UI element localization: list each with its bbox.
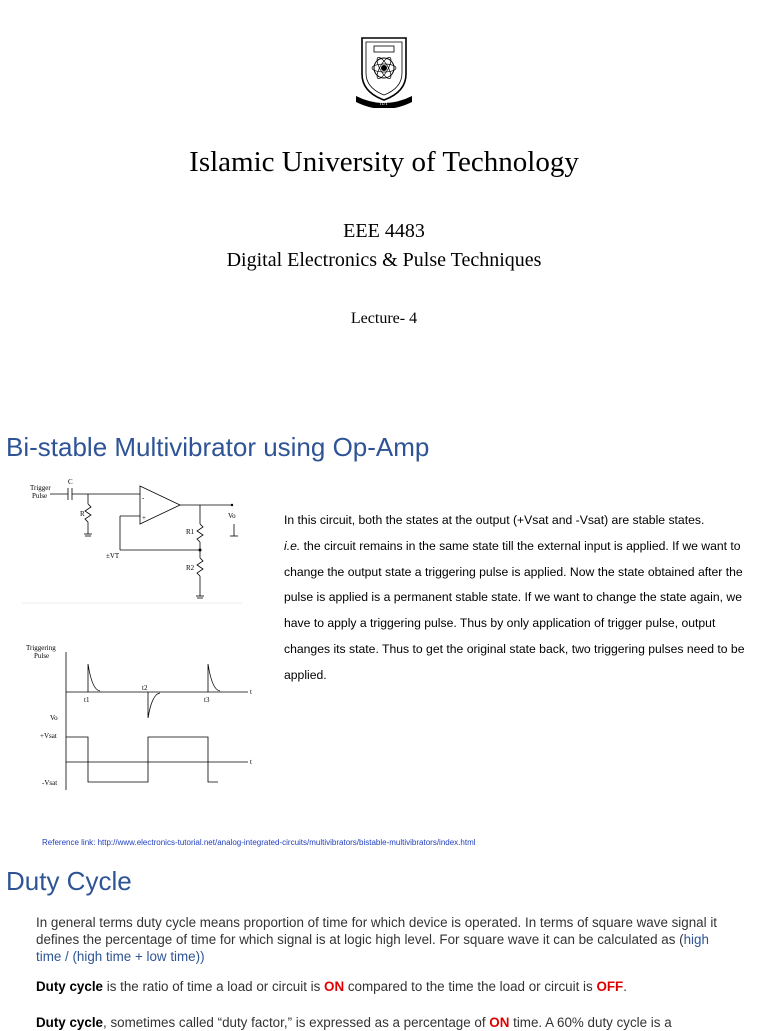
svg-text:IUT: IUT [379, 102, 389, 107]
svg-text:t3: t3 [204, 696, 210, 704]
svg-text:Triggering: Triggering [26, 644, 56, 652]
svg-text:Pulse: Pulse [34, 652, 50, 660]
svg-text:+: + [142, 514, 146, 522]
svg-text:t2: t2 [142, 684, 148, 692]
university-crest-icon [352, 30, 416, 108]
duty-cycle-percentage: Duty cycle, sometimes called “duty factor,” is expressed as a percentage of ON time. A 60% duty cycle is a [36, 1015, 672, 1030]
svg-text:Vo: Vo [50, 714, 58, 722]
svg-text:R2: R2 [186, 564, 195, 572]
svg-text:-Vsat: -Vsat [42, 779, 58, 787]
svg-text:-: - [142, 494, 145, 502]
course-code: EEE 4483 [343, 220, 425, 242]
duty-cycle-ratio: Duty cycle is the ratio of time a load or circuit is ON compared to the time the load or circuit is OFF. [36, 979, 627, 994]
svg-text:Vo: Vo [228, 512, 236, 520]
svg-text:R1: R1 [186, 528, 195, 536]
svg-text:Pulse: Pulse [32, 492, 48, 500]
svg-text:t1: t1 [84, 696, 90, 704]
trigger-waveform-diagram [22, 640, 258, 800]
lecture-number: Lecture- 4 [350, 310, 418, 327]
reference-link[interactable]: Reference link: http://www.electronics-tutorial.net/analog-integrated-circuits/multivibrators/bistable-multivibrators/index.html [42, 838, 476, 847]
svg-text:+Vsat: +Vsat [40, 732, 57, 740]
svg-text:±VT: ±VT [106, 552, 120, 560]
svg-text:Trigger: Trigger [30, 484, 51, 492]
svg-text:C: C [68, 478, 73, 486]
svg-text:t: t [250, 758, 252, 766]
course-name: Digital Electronics & Pulse Techniques [226, 249, 542, 271]
svg-text:t: t [250, 688, 252, 696]
bistable-description: In this circuit, both the states at the output (+Vsat and -Vsat) are stable states. i.e. the circuit remains in the same state till the external input is applied. If we want to change the output state a triggering pulse is applied. Now the state obtained after the pulse is applied is a permanent stable state. If we want to change the state again, we have to apply a triggering pulse. Thus by only application of trigger pulse, output changes its state. Thus to get the original state back, two triggering pulses need to be applied. [284, 513, 745, 682]
bistable-circuit-diagram [22, 474, 242, 604]
university-title: Islamic University of Technology [189, 146, 579, 178]
bistable-heading: Bi-stable Multivibrator using Op-Amp [6, 432, 430, 462]
duty-cycle-heading: Duty Cycle [6, 866, 132, 896]
svg-text:R: R [80, 510, 85, 518]
duty-cycle-definition: In general terms duty cycle means proportion of time for which device is operated. In terms of square wave signal it defines the percentage of time for which signal is at logic high level. For square wave it can be calculated as (high time / (high time + low time)) [36, 915, 718, 964]
